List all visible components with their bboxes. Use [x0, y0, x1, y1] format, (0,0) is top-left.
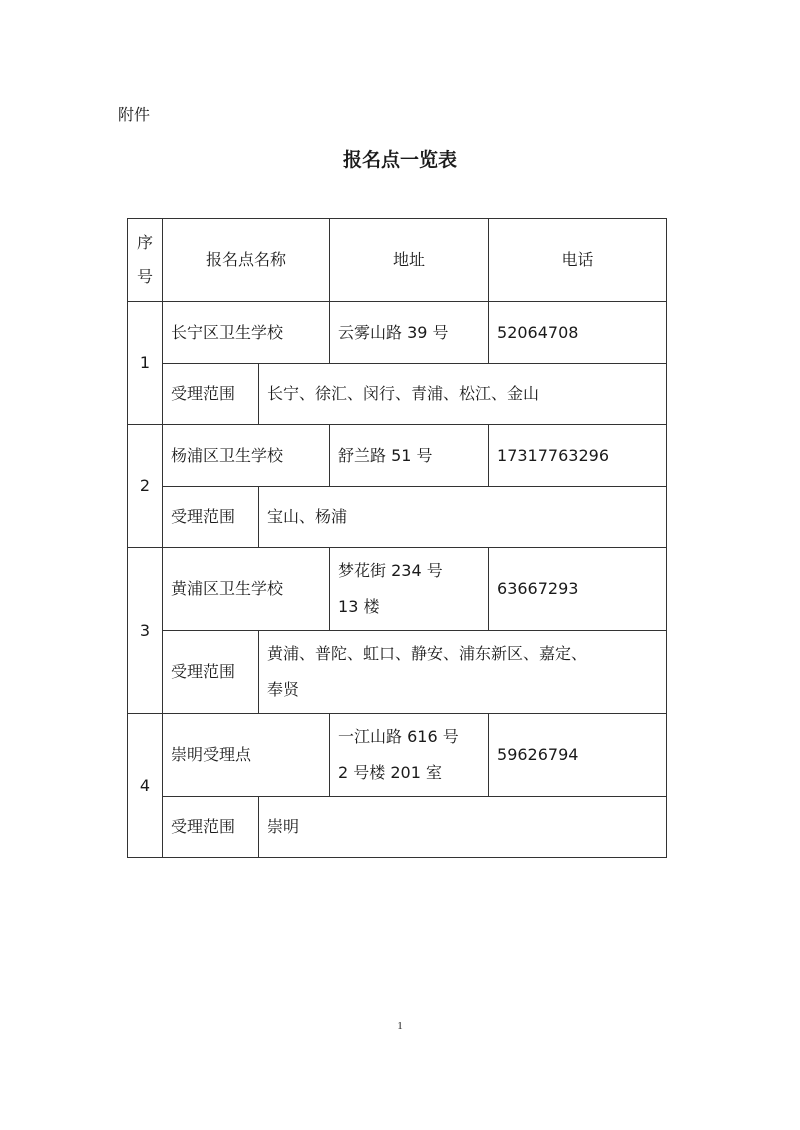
- address-line: 云雾山路 39 号: [338, 322, 449, 342]
- table-header-row: [128, 219, 667, 302]
- row-seq: 4: [128, 714, 163, 858]
- site-name: 长宁区卫生学校: [163, 302, 330, 364]
- table-row-scope: [128, 797, 667, 858]
- table-row-scope: [128, 631, 667, 714]
- row-seq: 1: [128, 302, 163, 425]
- scope-line: 长宁、徐汇、闵行、青浦、松江、金山: [267, 384, 540, 403]
- table-row: [128, 548, 667, 631]
- scope-line: 宝山、杨浦: [267, 507, 348, 526]
- site-phone: 59626794: [489, 714, 667, 797]
- page-title: 报名点一览表: [342, 149, 457, 171]
- scope-line: 奉贤: [267, 680, 300, 699]
- site-phone: 17317763296: [489, 425, 667, 487]
- table-row: [128, 714, 667, 797]
- site-address: [330, 302, 489, 364]
- attachment-label: 附件: [118, 105, 151, 124]
- address-line: 梦花街 234 号: [338, 561, 443, 580]
- table-row-scope: [128, 364, 667, 425]
- table-row-scope: [128, 487, 667, 548]
- address-line: 2 号楼 201 室: [338, 763, 442, 782]
- site-name: 崇明受理点: [163, 714, 330, 797]
- header-seq-line-2: 号: [136, 267, 153, 286]
- table-row: [128, 302, 667, 364]
- scope-value: [259, 797, 667, 858]
- site-address: [330, 425, 489, 487]
- header-name: 报名点名称: [163, 219, 330, 302]
- header-seq: [128, 219, 163, 302]
- scope-value: [259, 364, 667, 425]
- header-phone: 电话: [489, 219, 667, 302]
- site-name: 黄浦区卫生学校: [163, 548, 330, 631]
- scope-label: 受理范围: [163, 631, 259, 714]
- scope-label: 受理范围: [163, 364, 259, 425]
- site-address: [330, 714, 489, 797]
- scope-line: 崇明: [267, 817, 300, 836]
- row-seq: 3: [128, 548, 163, 714]
- address-line: 13 楼: [338, 597, 380, 616]
- table-row: [128, 425, 667, 487]
- site-phone: 52064708: [489, 302, 667, 364]
- scope-label: 受理范围: [163, 797, 259, 858]
- address-line: 一江山路 616 号: [338, 727, 459, 746]
- scope-line: 黄浦、普陀、虹口、静安、浦东新区、嘉定、: [267, 644, 588, 663]
- scope-label: 受理范围: [163, 487, 259, 548]
- site-phone: 63667293: [489, 548, 667, 631]
- page-number: 1: [397, 1020, 403, 1032]
- registration-sites-table: [127, 218, 667, 858]
- header-seq-line-1: 序: [136, 233, 153, 252]
- row-seq: 2: [128, 425, 163, 548]
- scope-value: [259, 487, 667, 548]
- site-address: [330, 548, 489, 631]
- scope-value: [259, 631, 667, 714]
- address-line: 舒兰路 51 号: [338, 445, 433, 465]
- site-name: 杨浦区卫生学校: [163, 425, 330, 487]
- header-address: 地址: [330, 219, 489, 302]
